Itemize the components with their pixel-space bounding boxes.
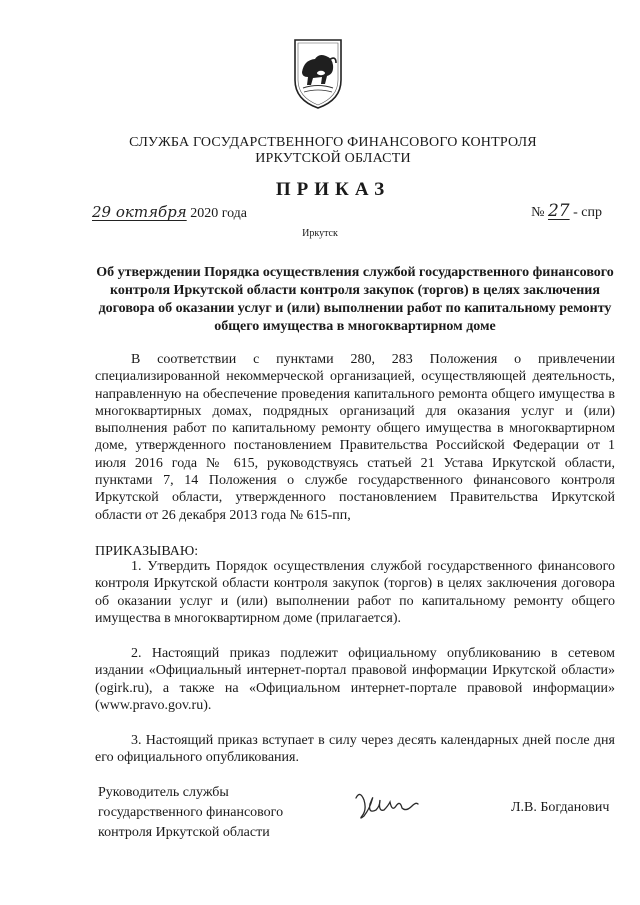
handwritten-number: 27: [547, 201, 570, 221]
order-item-3: 3. Настоящий приказ вступает в силу через десять календарных дней после дня его официального опубликования.: [95, 733, 615, 766]
order-heading: Об утверждении Порядка осуществления службой государственного финансового контроля Иркутской области контроля закупок (торгов) в целях заключения договора об оказании услуг и (или) выполнении работ по капитальному ремонту общего имущества в многоквартирном доме: [96, 265, 614, 334]
signer-position-line3: контроля Иркутской области: [98, 825, 270, 840]
org-name-line2: ИРКУТСКОЙ ОБЛАСТИ: [255, 151, 411, 166]
preamble-paragraph: В соответствии с пунктами 280, 283 Положения о привлечении специализированной некоммерческой организацией, осуществляющей деятельность, направленную на обеспечение проведения капитального ремонта общего имущества в многоквартирных домах, подрядных организаций для оказания услуг и (или) выполнения работ по капитальному ремонту общего имущества в многоквартирном доме, утвержденного постановлением Правительства Российской Федерации от 1 июля 2016 года № 615, руководствуясь статьей 21 Устава Иркутской области, пунктами 7, 14 Положения о службе государственного финансового контроля Иркутской области, утвержденного постановлением Правительства Иркутской области от 26 декабря 2013 года № 615-пп,: [95, 352, 615, 523]
order-item-2: 2. Настоящий приказ подлежит официальному опубликованию в сетевом издании «Официальный интернет-портал правовой информации Иркутской области» (ogirk.ru), а также на «Официальном интернет-портале правовой информации» (www.pravo.gov.ru).: [95, 646, 615, 713]
coat-of-arms-icon: [291, 36, 345, 110]
number-prefix: №: [531, 205, 545, 220]
document-title: ПРИКАЗ: [275, 179, 391, 200]
decree-word: ПРИКАЗЫВАЮ:: [95, 544, 199, 559]
document-number: [531, 201, 602, 221]
date-suffix: 2020 года: [190, 206, 248, 221]
order-item-1: 1. Утвердить Порядок осуществления службой государственного финансового контроля Иркутской области контроля закупок (торгов) в целях заключения договора об оказании услуг и (или) выполнении работ по капитальному ремонту общего имущества в многоквартирном доме (прилагается).: [95, 559, 615, 626]
signer-position: [98, 783, 328, 843]
number-suffix: - спр: [573, 205, 602, 220]
handwritten-signature-icon: [350, 786, 422, 824]
handwritten-date: 29 октября: [92, 203, 187, 221]
document-date: [92, 203, 247, 222]
signer-name: Л.В. Богданович: [511, 800, 610, 815]
signer-position-line1: Руководитель службы: [98, 785, 229, 800]
org-name-line1: СЛУЖБА ГОСУДАРСТВЕННОГО ФИНАНСОВОГО КОНТРОЛЯ: [129, 135, 537, 150]
city: Иркутск: [302, 228, 338, 239]
signer-position-line2: государственного финансового: [98, 805, 284, 820]
